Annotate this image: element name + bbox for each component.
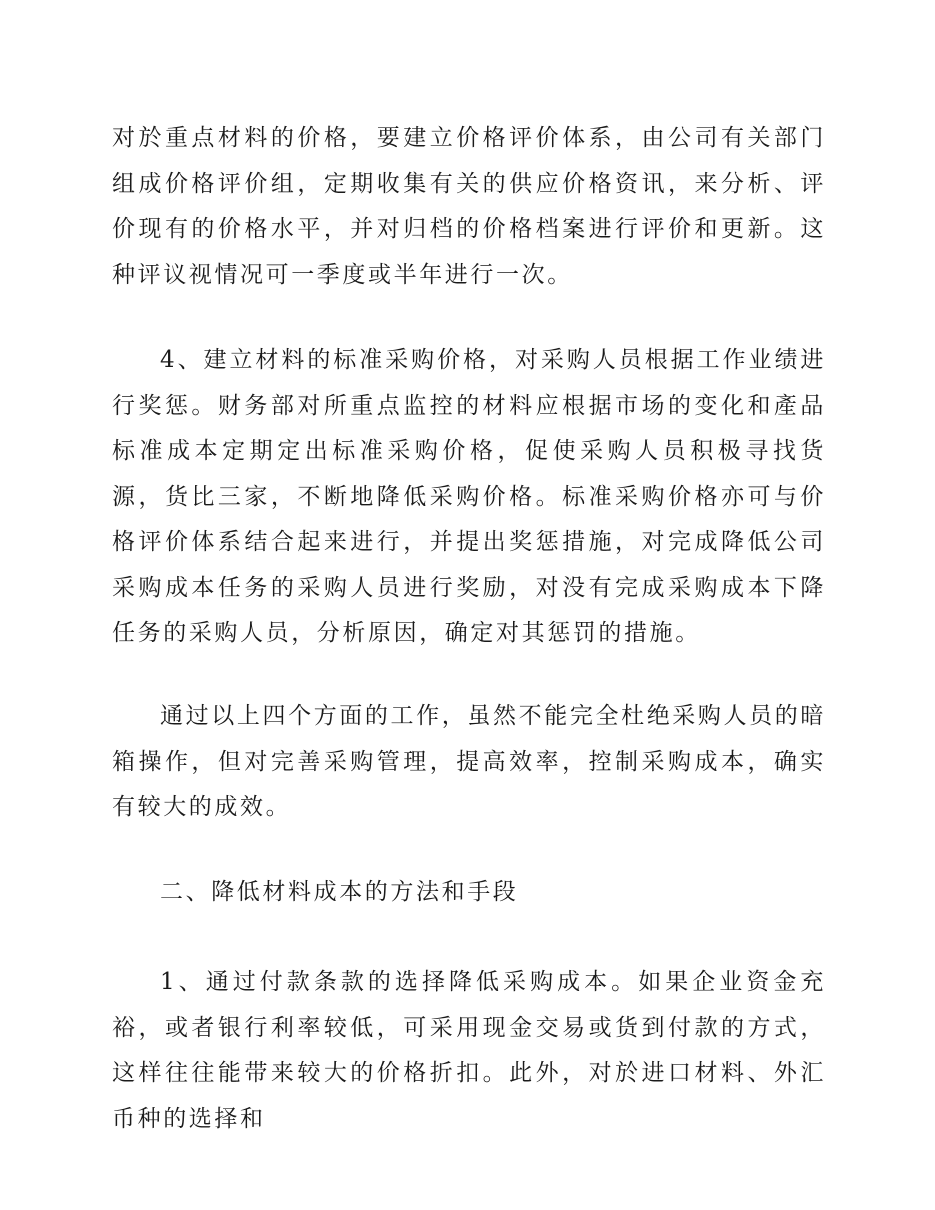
section-heading: 二、降低材料成本的方法和手段 [160, 879, 519, 905]
paragraph-price-evaluation: 对於重点材料的价格，要建立价格评价体系，由公司有关部门组成价格评价组，定期收集有关的供应价格资讯，来分析、评价现有的价格水平，并对归档的价格档案进行评价和更新。这种评议视情况可一季度或半年进行一次。 [112, 125, 826, 288]
paragraph-summary: 通过以上四个方面的工作，虽然不能完全杜绝采购人员的暗箱操作，但对完善采购管理，提高效率，控制采购成本，确实有较大的成效。 [112, 703, 826, 820]
paragraph-standard-price: 4、建立材料的标准采购价格，对采购人员根据工作业绩进行奖惩。财务部对所重点监控的材料应根据市场的变化和產品标准成本定期定出标准采购价格，促使采购人员积极寻找货源，货比三家，不断地降低采购价格。标准采购价格亦可与价格评价体系结合起来进行，并提出奖惩措施，对完成降低公司采购成本任务的采购人员进行奖励，对没有完成采购成本下降任务的采购人员，分析原因，确定对其惩罚的措施。 [112, 347, 826, 646]
paragraph-payment-terms: 1、通过付款条款的选择降低采购成本。如果企业资金充裕，或者银行利率较低，可采用现金交易或货到付款的方式，这样往往能带来较大的价格折扣。此外，对於进口材料、外汇币种的选择和 [112, 969, 826, 1132]
